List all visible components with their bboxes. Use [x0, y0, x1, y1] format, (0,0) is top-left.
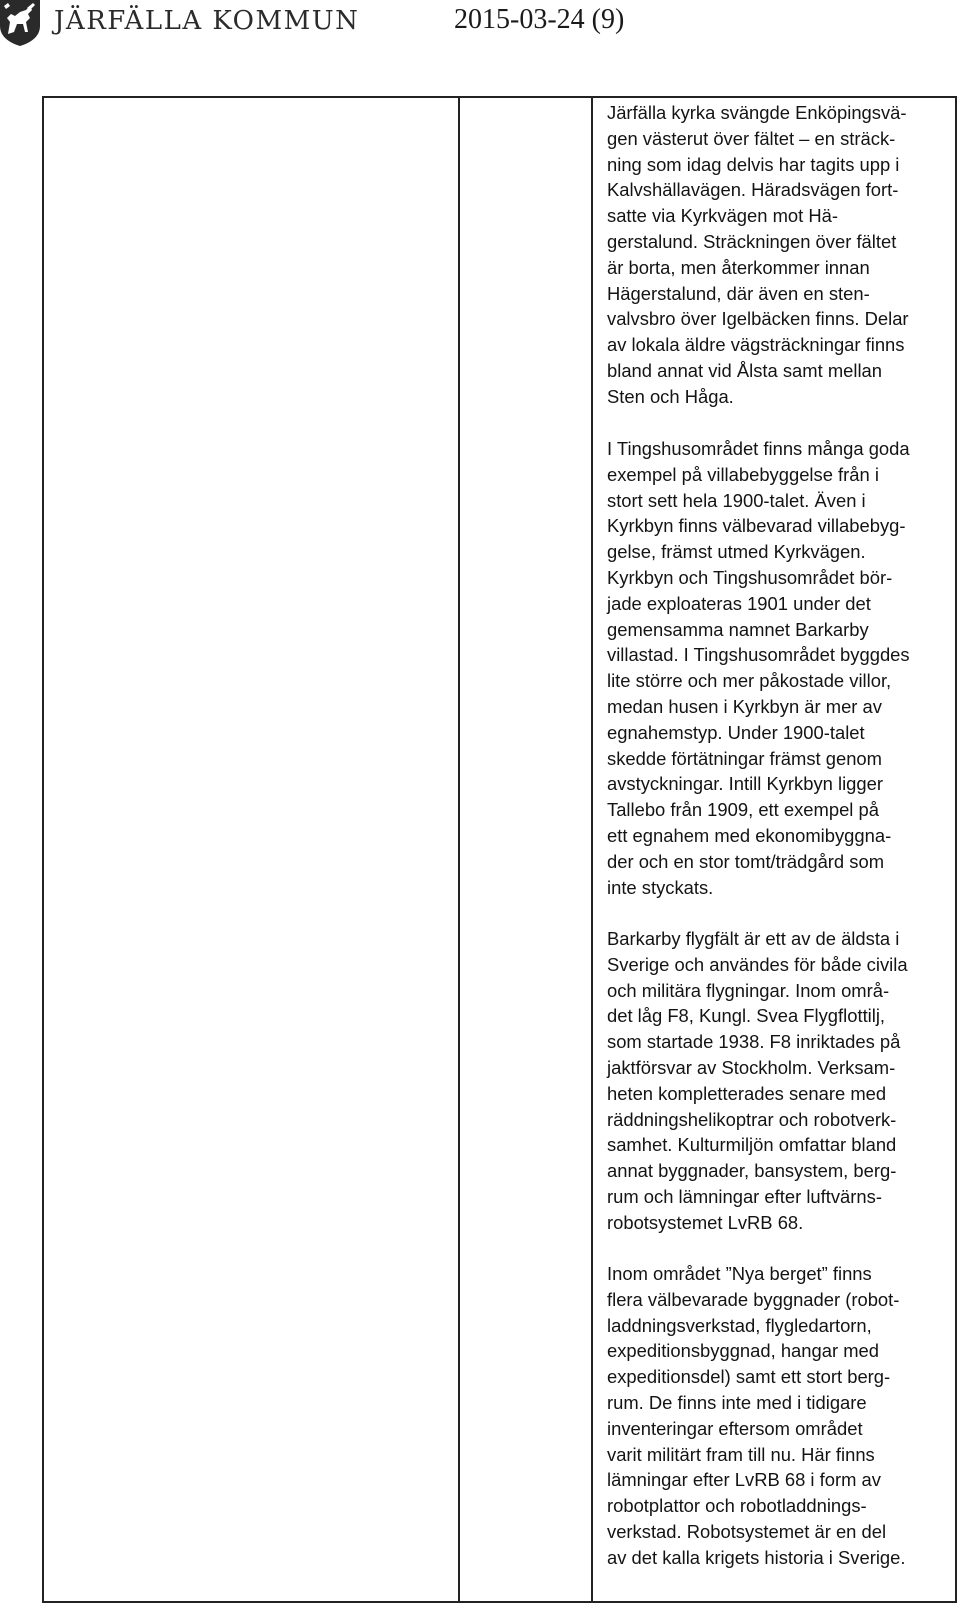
table-cell-column-3	[607, 98, 957, 1601]
paragraph-roads: Järfälla kyrka svängde Enköpingsvä- gen västerut över fältet – en sträck- ning som idag delvis har tagits upp i Kalvshällavägen. Häradsvägen fort- satte via Kyrkvägen mot Hä- gerstalund. Sträckningen över fältet är borta, men återkommer innan Hägerstalund, där även en sten- valvsbro över Igelbäcken finns. Delar av lokala äldre vägsträckningar finns bland annat vid Ålsta samt mellan Sten och Håga.	[607, 102, 909, 407]
content-table	[42, 96, 957, 1603]
jarfalla-coat-of-arms-icon	[0, 0, 42, 46]
document-date-page: 2015-03-24 (9)	[454, 4, 625, 35]
table-cell-column-2	[460, 98, 591, 1601]
paragraph-nya-berget: Inom området ”Nya berget” finns flera välbevarade byggnader (robot- laddningsverkstad, flygledartorn, expeditionsbyggnad, hangar med expeditionsdel) samt ett stort berg- rum. De finns inte med i tidigare inventeringar eftersom området varit militärt fram till nu. Här finns lämningar efter LvRB 68 i form av robotplattor och robotladdnings- verkstad. Robotsystemet är en del av det kalla krigets historia i Sverige.	[607, 1263, 906, 1568]
paragraph-airfield: Barkarby flygfält är ett av de äldsta i Sverige och användes för både civila och militära flygningar. Inom områ- det låg F8, Kungl. Svea Flygflottilj, som startade 1938. F8 inriktades på jaktförsvar av Stockholm. Verksam- heten kompletterades senare med räddningshelikoptrar och robotverk- samhet. Kulturmiljön omfattar bland annat byggnader, bansystem, berg- rum och lämningar efter luftvärns- robotsystemet LvRB 68.	[607, 928, 908, 1233]
organization-name: JÄRFÄLLA KOMMUN	[54, 6, 360, 36]
page-header	[0, 0, 960, 46]
column-divider	[591, 98, 593, 1601]
paragraph-villas: I Tingshusområdet finns många goda exempel på villabebyggelse från i stort sett hela 1900-talet. Även i Kyrkbyn finns välbevarad villabebyg- gelse, främst utmed Kyrkvägen. Kyrkbyn och Tingshusområdet bör- jade exploateras 1901 under det gemensamma namnet Barkarby villastad. I Tingshusområdet byggdes lite större och mer påkostade villor, medan husen i Kyrkbyn är mer av egnahemstyp. Under 1900-talet skedde förtätningar främst genom avstyckningar. Intill Kyrkbyn ligger Tallebo från 1909, ett exempel på ett egnahem med ekonomibyggna- der och en stor tomt/trädgård som inte styckats.	[607, 438, 910, 898]
table-cell-column-1	[44, 98, 458, 1601]
